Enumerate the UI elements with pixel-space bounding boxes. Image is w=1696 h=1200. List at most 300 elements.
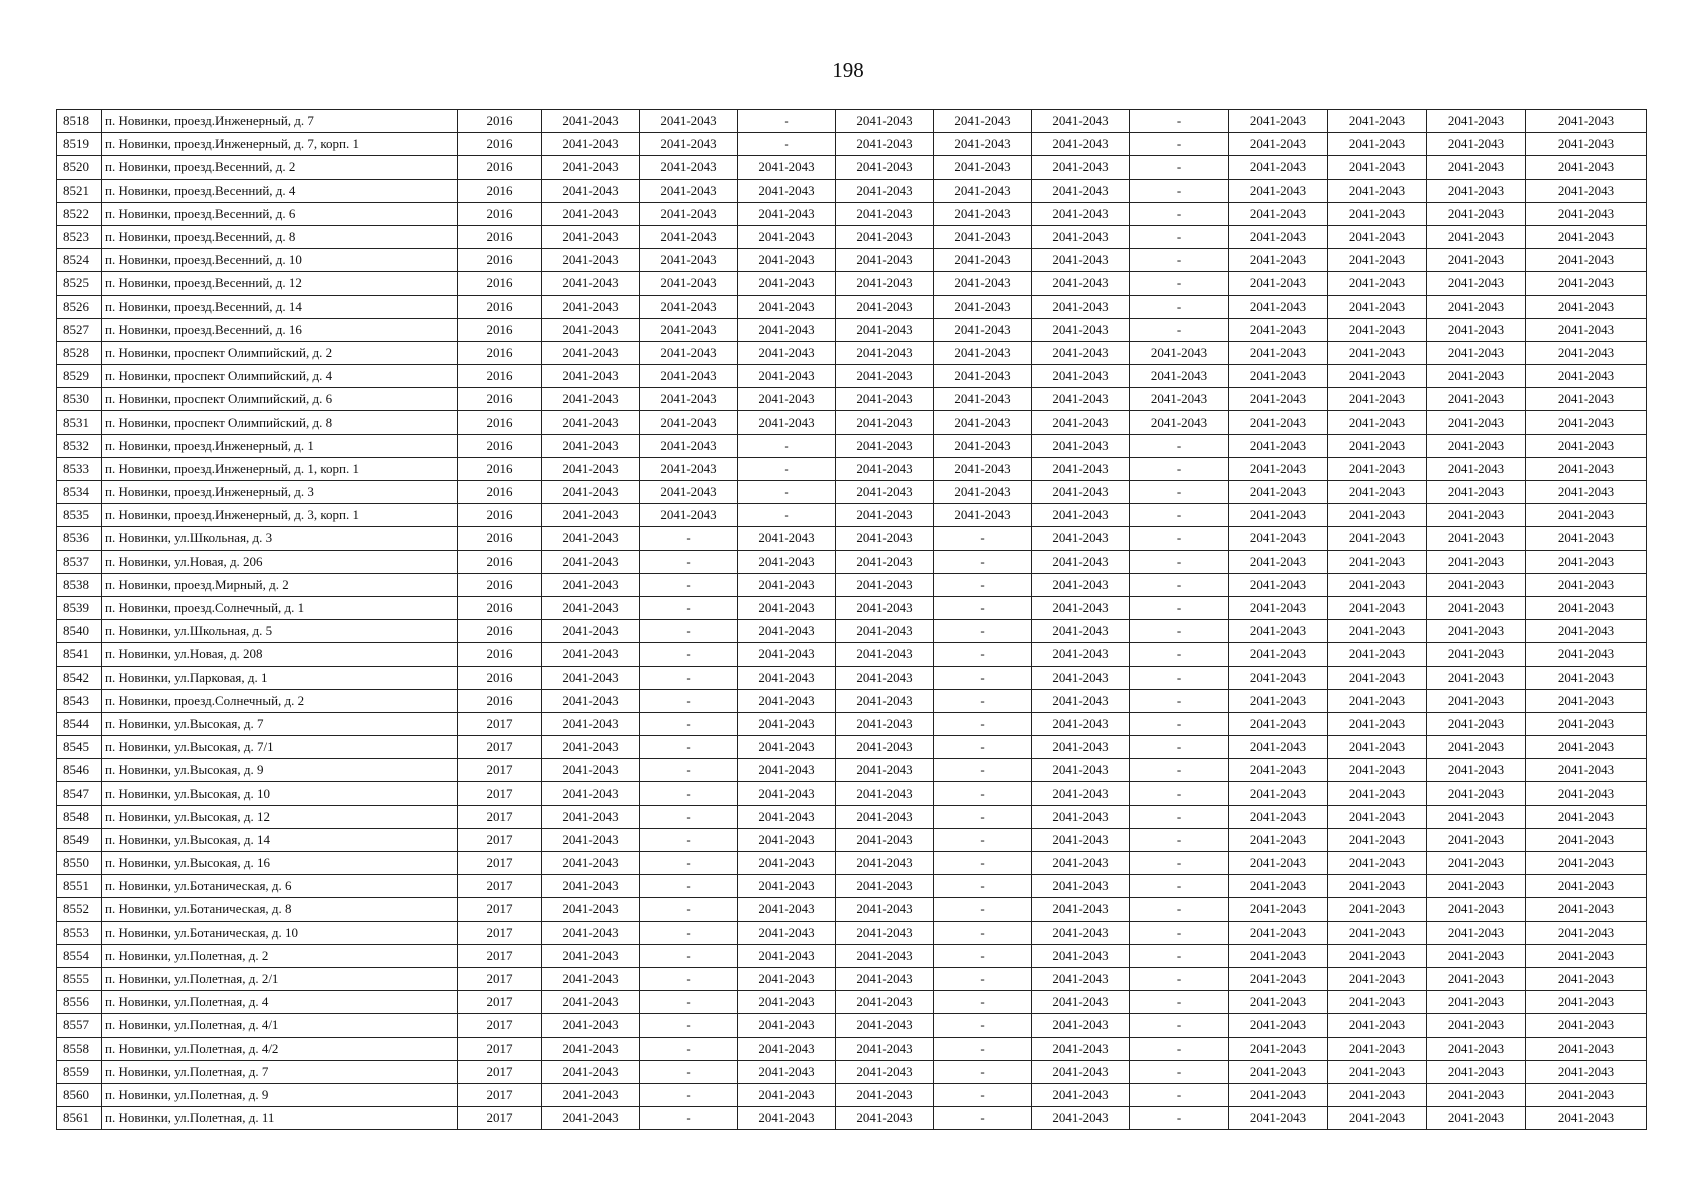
table-row [57, 272, 1647, 295]
period-cell: 2041-2043 [1229, 1060, 1328, 1083]
period-cell: 2041-2043 [1229, 944, 1328, 967]
period-cell: 2041-2043 [1328, 295, 1427, 318]
period-cell: 2041-2043 [1328, 1083, 1427, 1106]
address-cell: п. Новинки, проезд.Весенний, д. 8 [102, 225, 458, 248]
table-row [57, 991, 1647, 1014]
table-row [57, 689, 1647, 712]
row-number-cell: 8527 [57, 318, 102, 341]
period-cell: 2041-2043 [1526, 133, 1647, 156]
period-cell: 2041-2043 [1526, 967, 1647, 990]
period-cell: 2041-2043 [1526, 527, 1647, 550]
period-cell: 2041-2043 [1032, 249, 1130, 272]
period-cell: 2041-2043 [1427, 202, 1526, 225]
period-cell: 2041-2043 [1032, 875, 1130, 898]
period-cell: 2041-2043 [1032, 759, 1130, 782]
period-cell: 2041-2043 [1032, 1014, 1130, 1037]
period-cell: 2041-2043 [640, 318, 738, 341]
period-cell: - [1130, 110, 1229, 133]
period-cell: 2041-2043 [836, 828, 934, 851]
period-cell: 2041-2043 [738, 782, 836, 805]
table-row [57, 202, 1647, 225]
year-cell: 2016 [458, 411, 542, 434]
period-cell: 2041-2043 [1526, 1037, 1647, 1060]
period-cell: 2041-2043 [738, 156, 836, 179]
period-cell: 2041-2043 [1328, 1037, 1427, 1060]
table-row [57, 341, 1647, 364]
period-cell: 2041-2043 [934, 272, 1032, 295]
period-cell: - [1130, 759, 1229, 782]
table-row [57, 133, 1647, 156]
period-cell: 2041-2043 [1427, 318, 1526, 341]
period-cell: 2041-2043 [1526, 852, 1647, 875]
period-cell: 2041-2043 [1229, 736, 1328, 759]
period-cell: 2041-2043 [738, 411, 836, 434]
period-cell: 2041-2043 [542, 1083, 640, 1106]
period-cell: 2041-2043 [738, 689, 836, 712]
period-cell: 2041-2043 [1032, 202, 1130, 225]
period-cell: - [934, 921, 1032, 944]
table-row [57, 504, 1647, 527]
period-cell: 2041-2043 [1229, 133, 1328, 156]
period-cell: 2041-2043 [738, 898, 836, 921]
period-cell: 2041-2043 [1229, 921, 1328, 944]
period-cell: 2041-2043 [1032, 712, 1130, 735]
period-cell: 2041-2043 [1526, 898, 1647, 921]
period-cell: 2041-2043 [1427, 225, 1526, 248]
period-cell: 2041-2043 [836, 272, 934, 295]
period-cell: 2041-2043 [934, 110, 1032, 133]
period-cell: - [1130, 712, 1229, 735]
address-cell: п. Новинки, ул.Новая, д. 206 [102, 550, 458, 573]
table-row [57, 1037, 1647, 1060]
year-cell: 2016 [458, 110, 542, 133]
period-cell: 2041-2043 [1229, 550, 1328, 573]
year-cell: 2016 [458, 388, 542, 411]
period-cell: - [1130, 573, 1229, 596]
year-cell: 2016 [458, 341, 542, 364]
address-cell: п. Новинки, проезд.Инженерный, д. 1, корп. 1 [102, 457, 458, 480]
period-cell: - [640, 805, 738, 828]
period-cell: 2041-2043 [1130, 341, 1229, 364]
period-cell: 2041-2043 [1032, 689, 1130, 712]
period-cell: 2041-2043 [738, 1060, 836, 1083]
period-cell: 2041-2043 [1328, 156, 1427, 179]
period-cell: 2041-2043 [1032, 852, 1130, 875]
period-cell: 2041-2043 [542, 852, 640, 875]
period-cell: 2041-2043 [836, 898, 934, 921]
period-cell: - [1130, 249, 1229, 272]
period-cell: - [640, 1014, 738, 1037]
period-cell: - [1130, 967, 1229, 990]
period-cell: 2041-2043 [1229, 991, 1328, 1014]
period-cell: - [640, 921, 738, 944]
period-cell: - [934, 875, 1032, 898]
period-cell: 2041-2043 [1032, 967, 1130, 990]
row-number-cell: 8557 [57, 1014, 102, 1037]
period-cell: - [934, 852, 1032, 875]
period-cell: - [1130, 550, 1229, 573]
period-cell: 2041-2043 [1427, 341, 1526, 364]
table-row [57, 736, 1647, 759]
row-number-cell: 8547 [57, 782, 102, 805]
year-cell: 2017 [458, 805, 542, 828]
period-cell: 2041-2043 [738, 527, 836, 550]
period-cell: 2041-2043 [542, 898, 640, 921]
address-cell: п. Новинки, ул.Школьная, д. 5 [102, 620, 458, 643]
period-cell: 2041-2043 [1526, 875, 1647, 898]
period-cell: 2041-2043 [542, 1060, 640, 1083]
period-cell: 2041-2043 [738, 620, 836, 643]
period-cell: 2041-2043 [1328, 272, 1427, 295]
period-cell: 2041-2043 [542, 944, 640, 967]
address-cell: п. Новинки, ул.Полетная, д. 7 [102, 1060, 458, 1083]
row-number-cell: 8540 [57, 620, 102, 643]
table-row [57, 1107, 1647, 1130]
period-cell: 2041-2043 [836, 411, 934, 434]
address-cell: п. Новинки, проезд.Инженерный, д. 7 [102, 110, 458, 133]
address-cell: п. Новинки, ул.Полетная, д. 4 [102, 991, 458, 1014]
period-cell: 2041-2043 [1427, 573, 1526, 596]
period-cell: 2041-2043 [542, 504, 640, 527]
year-cell: 2017 [458, 712, 542, 735]
table-row [57, 110, 1647, 133]
period-cell: - [738, 481, 836, 504]
period-cell: 2041-2043 [542, 736, 640, 759]
period-cell: 2041-2043 [738, 341, 836, 364]
address-cell: п. Новинки, ул.Высокая, д. 16 [102, 852, 458, 875]
period-cell: - [640, 643, 738, 666]
period-cell: 2041-2043 [836, 666, 934, 689]
period-cell: - [1130, 1014, 1229, 1037]
year-cell: 2016 [458, 179, 542, 202]
period-cell: 2041-2043 [1229, 967, 1328, 990]
period-cell: - [1130, 133, 1229, 156]
row-number-cell: 8546 [57, 759, 102, 782]
period-cell: 2041-2043 [542, 179, 640, 202]
period-cell: 2041-2043 [738, 1083, 836, 1106]
period-cell: 2041-2043 [836, 156, 934, 179]
row-number-cell: 8545 [57, 736, 102, 759]
period-cell: 2041-2043 [542, 596, 640, 619]
table-row [57, 527, 1647, 550]
period-cell: 2041-2043 [1526, 249, 1647, 272]
period-cell: 2041-2043 [542, 388, 640, 411]
period-cell: 2041-2043 [738, 736, 836, 759]
period-cell: - [1130, 1083, 1229, 1106]
period-cell: 2041-2043 [1229, 805, 1328, 828]
period-cell: 2041-2043 [640, 225, 738, 248]
table-row [57, 828, 1647, 851]
period-cell: 2041-2043 [1229, 318, 1328, 341]
period-cell: 2041-2043 [1427, 411, 1526, 434]
period-cell: 2041-2043 [542, 643, 640, 666]
period-cell: 2041-2043 [1328, 782, 1427, 805]
period-cell: 2041-2043 [836, 249, 934, 272]
period-cell: 2041-2043 [1427, 759, 1526, 782]
period-cell: 2041-2043 [1328, 944, 1427, 967]
period-cell: 2041-2043 [738, 666, 836, 689]
period-cell: - [934, 712, 1032, 735]
period-cell: 2041-2043 [836, 133, 934, 156]
address-cell: п. Новинки, ул.Полетная, д. 2/1 [102, 967, 458, 990]
period-cell: - [640, 712, 738, 735]
period-cell: 2041-2043 [1526, 457, 1647, 480]
period-cell: 2041-2043 [934, 411, 1032, 434]
period-cell: - [640, 1107, 738, 1130]
period-cell: 2041-2043 [1427, 1037, 1526, 1060]
period-cell: 2041-2043 [1328, 1107, 1427, 1130]
period-cell: 2041-2043 [1229, 434, 1328, 457]
table-row [57, 967, 1647, 990]
period-cell: 2041-2043 [738, 991, 836, 1014]
row-number-cell: 8542 [57, 666, 102, 689]
period-cell: 2041-2043 [738, 365, 836, 388]
period-cell: 2041-2043 [836, 759, 934, 782]
period-cell: 2041-2043 [934, 318, 1032, 341]
table-row [57, 782, 1647, 805]
period-cell: 2041-2043 [934, 202, 1032, 225]
period-cell: - [934, 666, 1032, 689]
period-cell: 2041-2043 [1032, 411, 1130, 434]
period-cell: 2041-2043 [836, 805, 934, 828]
year-cell: 2017 [458, 1060, 542, 1083]
year-cell: 2017 [458, 944, 542, 967]
period-cell: 2041-2043 [836, 620, 934, 643]
address-cell: п. Новинки, ул.Полетная, д. 2 [102, 944, 458, 967]
period-cell: 2041-2043 [1427, 1083, 1526, 1106]
row-number-cell: 8539 [57, 596, 102, 619]
period-cell: 2041-2043 [1427, 991, 1526, 1014]
period-cell: 2041-2043 [1229, 249, 1328, 272]
period-cell: 2041-2043 [542, 759, 640, 782]
period-cell: 2041-2043 [1526, 1083, 1647, 1106]
table-row [57, 898, 1647, 921]
period-cell: 2041-2043 [1328, 1060, 1427, 1083]
period-cell: - [640, 1083, 738, 1106]
period-cell: 2041-2043 [1427, 527, 1526, 550]
period-cell: - [1130, 481, 1229, 504]
period-cell: 2041-2043 [836, 457, 934, 480]
address-cell: п. Новинки, проезд.Инженерный, д. 7, корп. 1 [102, 133, 458, 156]
period-cell: 2041-2043 [738, 643, 836, 666]
period-cell: 2041-2043 [640, 365, 738, 388]
period-cell: 2041-2043 [1427, 620, 1526, 643]
period-cell: 2041-2043 [836, 991, 934, 1014]
table-row [57, 1014, 1647, 1037]
period-cell: - [934, 991, 1032, 1014]
period-cell: - [934, 898, 1032, 921]
period-cell: 2041-2043 [1526, 365, 1647, 388]
period-cell: 2041-2043 [1427, 944, 1526, 967]
row-number-cell: 8532 [57, 434, 102, 457]
row-number-cell: 8552 [57, 898, 102, 921]
period-cell: 2041-2043 [542, 620, 640, 643]
year-cell: 2016 [458, 689, 542, 712]
period-cell: - [640, 1060, 738, 1083]
period-cell: 2041-2043 [1032, 573, 1130, 596]
period-cell: - [640, 967, 738, 990]
period-cell: 2041-2043 [738, 759, 836, 782]
table-row [57, 1083, 1647, 1106]
address-cell: п. Новинки, проспект Олимпийский, д. 6 [102, 388, 458, 411]
period-cell: 2041-2043 [1328, 898, 1427, 921]
period-cell: 2041-2043 [1328, 620, 1427, 643]
period-cell: 2041-2043 [640, 110, 738, 133]
row-number-cell: 8541 [57, 643, 102, 666]
period-cell: 2041-2043 [542, 573, 640, 596]
period-cell: 2041-2043 [1526, 736, 1647, 759]
address-cell: п. Новинки, проезд.Весенний, д. 10 [102, 249, 458, 272]
row-number-cell: 8537 [57, 550, 102, 573]
period-cell: 2041-2043 [1032, 295, 1130, 318]
table-row [57, 573, 1647, 596]
row-number-cell: 8521 [57, 179, 102, 202]
period-cell: 2041-2043 [1328, 133, 1427, 156]
period-cell: - [1130, 504, 1229, 527]
period-cell: 2041-2043 [1427, 689, 1526, 712]
period-cell: 2041-2043 [1229, 481, 1328, 504]
period-cell: 2041-2043 [640, 457, 738, 480]
period-cell: 2041-2043 [542, 875, 640, 898]
period-cell: - [1130, 156, 1229, 179]
period-cell: 2041-2043 [542, 110, 640, 133]
year-cell: 2017 [458, 967, 542, 990]
period-cell: - [1130, 875, 1229, 898]
year-cell: 2016 [458, 457, 542, 480]
period-cell: 2041-2043 [1427, 852, 1526, 875]
row-number-cell: 8526 [57, 295, 102, 318]
period-cell: 2041-2043 [542, 481, 640, 504]
period-cell: 2041-2043 [1328, 434, 1427, 457]
table-row [57, 712, 1647, 735]
address-cell: п. Новинки, ул.Высокая, д. 7 [102, 712, 458, 735]
period-cell: 2041-2043 [640, 156, 738, 179]
period-cell: 2041-2043 [542, 921, 640, 944]
address-cell: п. Новинки, ул.Парковая, д. 1 [102, 666, 458, 689]
period-cell: 2041-2043 [738, 1014, 836, 1037]
period-cell: 2041-2043 [836, 550, 934, 573]
period-cell: 2041-2043 [1427, 550, 1526, 573]
period-cell: 2041-2043 [1526, 411, 1647, 434]
period-cell: 2041-2043 [640, 179, 738, 202]
period-cell: 2041-2043 [1427, 504, 1526, 527]
period-cell: 2041-2043 [1032, 156, 1130, 179]
row-number-cell: 8556 [57, 991, 102, 1014]
period-cell: 2041-2043 [836, 365, 934, 388]
period-cell: 2041-2043 [1526, 991, 1647, 1014]
period-cell: 2041-2043 [738, 550, 836, 573]
period-cell: 2041-2043 [1526, 921, 1647, 944]
period-cell: 2041-2043 [1229, 643, 1328, 666]
period-cell: - [934, 643, 1032, 666]
period-cell: 2041-2043 [1032, 179, 1130, 202]
period-cell: 2041-2043 [1032, 596, 1130, 619]
period-cell: 2041-2043 [738, 828, 836, 851]
period-cell: 2041-2043 [1526, 341, 1647, 364]
row-number-cell: 8524 [57, 249, 102, 272]
period-cell: - [934, 944, 1032, 967]
year-cell: 2017 [458, 1037, 542, 1060]
year-cell: 2017 [458, 852, 542, 875]
address-cell: п. Новинки, ул.Школьная, д. 3 [102, 527, 458, 550]
period-cell: 2041-2043 [1229, 504, 1328, 527]
period-cell: 2041-2043 [1427, 434, 1526, 457]
period-cell: 2041-2043 [1526, 805, 1647, 828]
period-cell: 2041-2043 [1328, 712, 1427, 735]
period-cell: 2041-2043 [542, 782, 640, 805]
period-cell: 2041-2043 [1526, 504, 1647, 527]
period-cell: 2041-2043 [738, 944, 836, 967]
period-cell: - [738, 110, 836, 133]
row-number-cell: 8535 [57, 504, 102, 527]
year-cell: 2017 [458, 828, 542, 851]
period-cell: 2041-2043 [1229, 898, 1328, 921]
period-cell: 2041-2043 [1526, 620, 1647, 643]
year-cell: 2017 [458, 898, 542, 921]
period-cell: 2041-2043 [1032, 457, 1130, 480]
row-number-cell: 8525 [57, 272, 102, 295]
period-cell: 2041-2043 [542, 365, 640, 388]
period-cell: 2041-2043 [1526, 388, 1647, 411]
period-cell: 2041-2043 [738, 875, 836, 898]
period-cell: 2041-2043 [640, 272, 738, 295]
period-cell: 2041-2043 [934, 249, 1032, 272]
period-cell: 2041-2043 [542, 805, 640, 828]
period-cell: 2041-2043 [836, 1060, 934, 1083]
address-cell: п. Новинки, проезд.Солнечный, д. 2 [102, 689, 458, 712]
address-cell: п. Новинки, ул.Высокая, д. 9 [102, 759, 458, 782]
row-number-cell: 8519 [57, 133, 102, 156]
address-cell: п. Новинки, проезд.Мирный, д. 2 [102, 573, 458, 596]
period-cell: 2041-2043 [738, 573, 836, 596]
period-cell: 2041-2043 [1427, 782, 1526, 805]
period-cell: 2041-2043 [1328, 805, 1427, 828]
period-cell: 2041-2043 [640, 504, 738, 527]
year-cell: 2017 [458, 921, 542, 944]
period-cell: 2041-2043 [1526, 179, 1647, 202]
table-row [57, 666, 1647, 689]
period-cell: 2041-2043 [738, 596, 836, 619]
period-cell: 2041-2043 [1427, 596, 1526, 619]
row-number-cell: 8554 [57, 944, 102, 967]
table-row [57, 295, 1647, 318]
period-cell: 2041-2043 [1427, 388, 1526, 411]
period-cell: 2041-2043 [1032, 225, 1130, 248]
year-cell: 2016 [458, 133, 542, 156]
period-cell: 2041-2043 [934, 481, 1032, 504]
row-number-cell: 8538 [57, 573, 102, 596]
period-cell: 2041-2043 [836, 318, 934, 341]
period-cell: 2041-2043 [738, 712, 836, 735]
period-cell: 2041-2043 [738, 225, 836, 248]
period-cell: 2041-2043 [1328, 388, 1427, 411]
period-cell: 2041-2043 [640, 133, 738, 156]
year-cell: 2016 [458, 249, 542, 272]
period-cell: 2041-2043 [934, 388, 1032, 411]
address-cell: п. Новинки, проспект Олимпийский, д. 4 [102, 365, 458, 388]
year-cell: 2017 [458, 782, 542, 805]
address-cell: п. Новинки, проезд.Весенний, д. 14 [102, 295, 458, 318]
period-cell: 2041-2043 [1427, 365, 1526, 388]
period-cell: - [640, 689, 738, 712]
period-cell: 2041-2043 [836, 1014, 934, 1037]
year-cell: 2016 [458, 202, 542, 225]
period-cell: 2041-2043 [1328, 921, 1427, 944]
period-cell: 2041-2043 [1427, 736, 1526, 759]
period-cell: 2041-2043 [738, 179, 836, 202]
period-cell: 2041-2043 [640, 411, 738, 434]
period-cell: 2041-2043 [1229, 573, 1328, 596]
